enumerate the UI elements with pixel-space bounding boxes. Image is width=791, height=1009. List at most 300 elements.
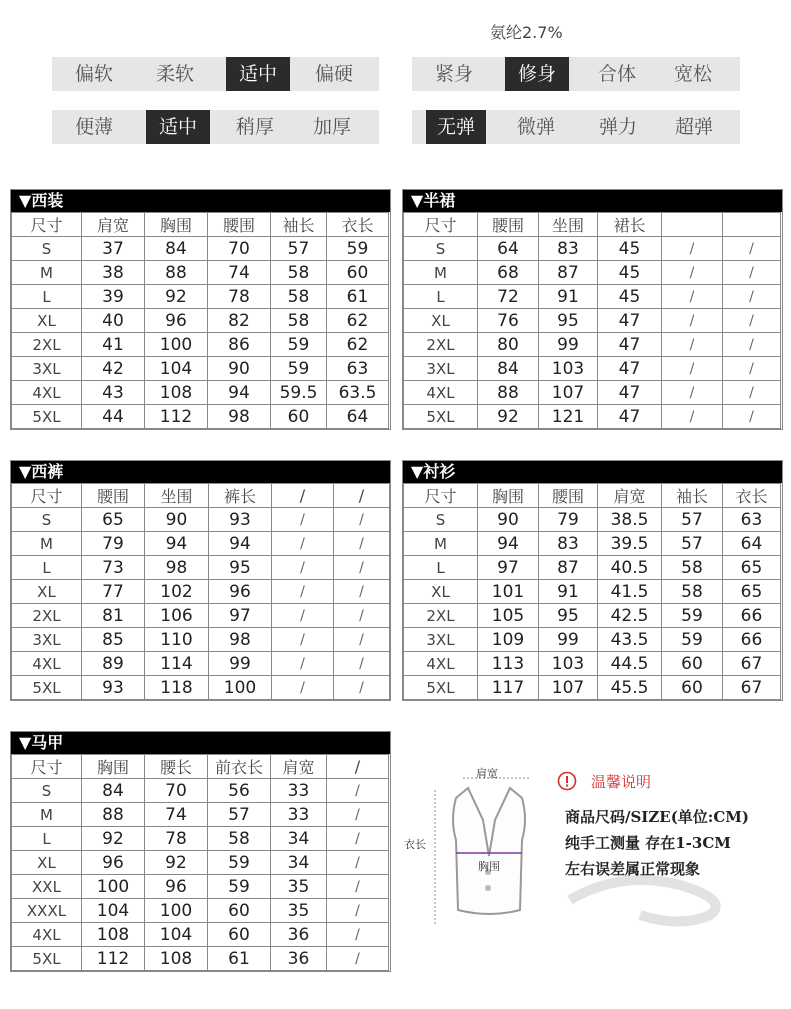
- size-cell: 5XL: [12, 947, 82, 971]
- table-header-row: [12, 213, 389, 237]
- table-cell: 74: [208, 261, 271, 285]
- table-row: [12, 779, 389, 803]
- column-header: 袖长: [271, 213, 327, 237]
- table-cell: 94: [478, 532, 539, 556]
- table-cell: /: [723, 357, 781, 381]
- table-cell: 79: [82, 532, 145, 556]
- table-cell: 45: [598, 285, 662, 309]
- table-cell: 43.5: [598, 628, 662, 652]
- table-cell: /: [662, 237, 723, 261]
- column-header: 裙长: [598, 213, 662, 237]
- table-cell: 79: [539, 508, 598, 532]
- table-cell: /: [334, 676, 390, 700]
- table-cell: 67: [723, 652, 781, 676]
- table-header-row: [404, 484, 781, 508]
- table-cell: 60: [271, 405, 327, 429]
- table-cell: 94: [208, 381, 271, 405]
- table-cell: 90: [478, 508, 539, 532]
- table-row: [404, 580, 781, 604]
- size-cell: 2XL: [404, 333, 478, 357]
- vest-length-label: 衣长: [404, 838, 426, 851]
- table-row: [12, 628, 390, 652]
- size-cell: M: [404, 261, 478, 285]
- table-cell: 40.5: [598, 556, 662, 580]
- size-cell: 3XL: [404, 628, 478, 652]
- table-cell: 60: [208, 923, 271, 947]
- table-cell: /: [662, 357, 723, 381]
- table-cell: 58: [271, 261, 327, 285]
- size-cell: M: [12, 261, 82, 285]
- table-cell: 87: [539, 261, 598, 285]
- size-cell: L: [12, 827, 82, 851]
- notice-line: 左右误差属正常现象: [565, 860, 701, 878]
- table-cell: 104: [82, 899, 145, 923]
- table-cell: /: [272, 532, 334, 556]
- size-cell: XXL: [12, 875, 82, 899]
- table-cell: 93: [82, 676, 145, 700]
- table-cell: /: [334, 604, 390, 628]
- size-cell: 4XL: [12, 652, 82, 676]
- table-cell: 96: [145, 309, 208, 333]
- table-cell: 108: [82, 923, 145, 947]
- table-row: [12, 508, 390, 532]
- table-cell: /: [334, 556, 390, 580]
- table-cell: 95: [539, 604, 598, 628]
- size-cell: XL: [404, 580, 478, 604]
- table-cell: 44.5: [598, 652, 662, 676]
- table-row: [12, 899, 389, 923]
- table-cell: 105: [478, 604, 539, 628]
- column-header: 肩宽: [598, 484, 662, 508]
- thickness-option-selected: 适中: [146, 110, 210, 144]
- column-header: 肩宽: [82, 213, 145, 237]
- trousers-table-grid: [11, 483, 390, 700]
- table-cell: /: [723, 261, 781, 285]
- table-cell: /: [272, 556, 334, 580]
- table-row: [12, 261, 389, 285]
- table-cell: 87: [539, 556, 598, 580]
- column-header: /: [334, 484, 390, 508]
- table-cell: 93: [209, 508, 272, 532]
- table-cell: 34: [271, 851, 327, 875]
- table-cell: 100: [145, 333, 208, 357]
- table-row: [12, 285, 389, 309]
- size-cell: S: [12, 779, 82, 803]
- table-cell: 37: [82, 237, 145, 261]
- vest-size-table: [10, 731, 391, 972]
- table-cell: /: [327, 779, 389, 803]
- column-header: /: [327, 755, 389, 779]
- table-cell: 59: [208, 851, 271, 875]
- table-cell: 47: [598, 333, 662, 357]
- skirt-table-title: ▼半裙: [403, 190, 782, 212]
- column-header: 腰围: [82, 484, 145, 508]
- elasticity-row: [412, 110, 740, 144]
- table-cell: 91: [539, 285, 598, 309]
- size-cell: 4XL: [404, 381, 478, 405]
- table-row: [404, 676, 781, 700]
- table-cell: 39: [82, 285, 145, 309]
- table-cell: /: [327, 827, 389, 851]
- table-row: [12, 851, 389, 875]
- table-cell: 99: [539, 333, 598, 357]
- table-cell: 83: [539, 237, 598, 261]
- softness-option: 偏硬: [314, 63, 353, 85]
- table-cell: 112: [145, 405, 208, 429]
- elasticity-option: 弹力: [598, 116, 637, 138]
- vest-table-title: ▼马甲: [11, 732, 390, 754]
- table-cell: 47: [598, 357, 662, 381]
- shirt-table-grid: [403, 483, 781, 700]
- table-cell: /: [334, 532, 390, 556]
- table-cell: 60: [662, 652, 723, 676]
- table-cell: 38: [82, 261, 145, 285]
- table-cell: 98: [145, 556, 209, 580]
- table-cell: 114: [145, 652, 209, 676]
- column-header: 腰围: [539, 484, 598, 508]
- vest-chest-label: 胸围: [478, 860, 500, 873]
- table-cell: 57: [271, 237, 327, 261]
- table-cell: 58: [271, 285, 327, 309]
- table-cell: /: [327, 875, 389, 899]
- column-header: 腰围: [478, 213, 539, 237]
- table-cell: /: [327, 923, 389, 947]
- column-header: 衣长: [723, 484, 781, 508]
- column-header: 胸围: [478, 484, 539, 508]
- table-cell: /: [723, 381, 781, 405]
- softness-option-selected: 适中: [226, 57, 290, 91]
- trousers-table-title: ▼西裤: [11, 461, 390, 483]
- table-row: [12, 357, 389, 381]
- table-cell: 78: [208, 285, 271, 309]
- column-header: 尺寸: [404, 484, 478, 508]
- table-cell: 106: [145, 604, 209, 628]
- size-cell: L: [12, 556, 82, 580]
- fit-row: [412, 57, 740, 91]
- table-cell: 103: [539, 652, 598, 676]
- table-cell: 73: [82, 556, 145, 580]
- table-cell: 64: [327, 405, 389, 429]
- size-cell: M: [12, 532, 82, 556]
- size-cell: 2XL: [12, 604, 82, 628]
- table-cell: 59: [662, 628, 723, 652]
- table-cell: /: [334, 628, 390, 652]
- table-cell: /: [334, 508, 390, 532]
- table-cell: 121: [539, 405, 598, 429]
- table-cell: 61: [327, 285, 389, 309]
- table-cell: 102: [145, 580, 209, 604]
- size-cell: XL: [12, 580, 82, 604]
- column-header: 前衣长: [208, 755, 271, 779]
- table-cell: 58: [662, 580, 723, 604]
- notice-title: 温馨说明: [591, 773, 652, 791]
- table-row: [404, 309, 781, 333]
- size-cell: 5XL: [12, 405, 82, 429]
- table-cell: 108: [145, 381, 208, 405]
- size-cell: XL: [404, 309, 478, 333]
- table-cell: 59: [662, 604, 723, 628]
- table-cell: 98: [208, 405, 271, 429]
- size-cell: S: [404, 508, 478, 532]
- table-cell: 59.5: [271, 381, 327, 405]
- table-cell: /: [723, 237, 781, 261]
- column-header: 尺寸: [404, 213, 478, 237]
- table-cell: 84: [145, 237, 208, 261]
- thickness-option: 稍厚: [235, 116, 274, 138]
- table-cell: 36: [271, 923, 327, 947]
- skirt-size-table: [402, 189, 783, 430]
- table-cell: 59: [208, 875, 271, 899]
- table-cell: 97: [209, 604, 272, 628]
- table-row: [12, 947, 389, 971]
- table-header-row: [404, 213, 781, 237]
- table-cell: 91: [539, 580, 598, 604]
- table-cell: /: [723, 285, 781, 309]
- table-cell: /: [723, 405, 781, 429]
- elasticity-option: 微弹: [516, 116, 555, 138]
- skirt-table-grid: [403, 212, 781, 429]
- column-header: 尺寸: [12, 213, 82, 237]
- shirt-size-table: [402, 460, 783, 701]
- size-cell: 2XL: [12, 333, 82, 357]
- thickness-option: 加厚: [312, 116, 351, 138]
- table-row: [12, 923, 389, 947]
- table-cell: 42.5: [598, 604, 662, 628]
- table-header-row: [12, 755, 389, 779]
- column-header: 坐围: [539, 213, 598, 237]
- table-row: [404, 652, 781, 676]
- table-row: [12, 532, 390, 556]
- table-cell: 65: [723, 556, 781, 580]
- table-cell: 101: [478, 580, 539, 604]
- fit-option: 紧身: [434, 63, 473, 85]
- size-cell: L: [404, 556, 478, 580]
- table-cell: 85: [82, 628, 145, 652]
- softness-option: 柔软: [155, 63, 194, 85]
- table-cell: 74: [145, 803, 208, 827]
- table-cell: 59: [271, 357, 327, 381]
- table-row: [12, 652, 390, 676]
- table-cell: 38.5: [598, 508, 662, 532]
- table-cell: 100: [209, 676, 272, 700]
- table-cell: 96: [145, 875, 208, 899]
- size-cell: 5XL: [404, 676, 478, 700]
- table-cell: 92: [478, 405, 539, 429]
- table-cell: 62: [327, 333, 389, 357]
- size-cell: M: [404, 532, 478, 556]
- suit-table-grid: [11, 212, 389, 429]
- table-row: [12, 309, 389, 333]
- table-cell: 63.5: [327, 381, 389, 405]
- table-cell: 70: [145, 779, 208, 803]
- table-cell: /: [272, 580, 334, 604]
- table-row: [404, 532, 781, 556]
- table-cell: 104: [145, 357, 208, 381]
- spandex-content: 氨纶2.7%: [490, 23, 563, 42]
- column-header: /: [272, 484, 334, 508]
- size-cell: 4XL: [12, 923, 82, 947]
- table-cell: 60: [327, 261, 389, 285]
- table-cell: /: [327, 851, 389, 875]
- table-cell: /: [662, 333, 723, 357]
- table-header-row: [12, 484, 390, 508]
- table-cell: 34: [271, 827, 327, 851]
- table-cell: 107: [539, 676, 598, 700]
- table-cell: 112: [82, 947, 145, 971]
- table-cell: 113: [478, 652, 539, 676]
- table-cell: 81: [82, 604, 145, 628]
- size-cell: 5XL: [404, 405, 478, 429]
- table-cell: 47: [598, 381, 662, 405]
- table-row: [404, 508, 781, 532]
- table-row: [12, 556, 390, 580]
- table-row: [404, 285, 781, 309]
- table-cell: 33: [271, 803, 327, 827]
- table-cell: 97: [478, 556, 539, 580]
- table-cell: 41.5: [598, 580, 662, 604]
- table-cell: 41: [82, 333, 145, 357]
- size-cell: S: [404, 237, 478, 261]
- table-row: [12, 237, 389, 261]
- table-cell: 35: [271, 899, 327, 923]
- table-cell: 70: [208, 237, 271, 261]
- table-cell: 108: [145, 947, 208, 971]
- table-cell: 100: [145, 899, 208, 923]
- table-cell: 94: [209, 532, 272, 556]
- size-cell: 4XL: [404, 652, 478, 676]
- table-cell: 104: [145, 923, 208, 947]
- table-cell: /: [272, 604, 334, 628]
- column-header: 衣长: [327, 213, 389, 237]
- table-cell: 60: [662, 676, 723, 700]
- table-cell: 67: [723, 676, 781, 700]
- suit-size-table: [10, 189, 391, 430]
- table-cell: 35: [271, 875, 327, 899]
- thickness-option: 便薄: [74, 116, 113, 138]
- table-cell: 94: [145, 532, 209, 556]
- table-cell: 103: [539, 357, 598, 381]
- table-row: [12, 827, 389, 851]
- table-row: [12, 875, 389, 899]
- size-cell: 5XL: [12, 676, 82, 700]
- table-cell: 61: [208, 947, 271, 971]
- table-cell: 45: [598, 261, 662, 285]
- table-cell: 47: [598, 405, 662, 429]
- table-cell: 59: [271, 333, 327, 357]
- table-row: [12, 676, 390, 700]
- table-cell: 84: [478, 357, 539, 381]
- table-cell: 40: [82, 309, 145, 333]
- table-cell: 90: [145, 508, 209, 532]
- table-row: [404, 381, 781, 405]
- column-header: 腰长: [145, 755, 208, 779]
- table-cell: 96: [82, 851, 145, 875]
- table-cell: 88: [145, 261, 208, 285]
- table-cell: 92: [145, 285, 208, 309]
- table-cell: 57: [662, 508, 723, 532]
- size-cell: S: [12, 237, 82, 261]
- trousers-size-table: [10, 460, 391, 701]
- fit-option-selected: 修身: [505, 57, 569, 91]
- column-header: [723, 213, 781, 237]
- table-cell: 47: [598, 309, 662, 333]
- table-cell: 57: [662, 532, 723, 556]
- table-cell: 58: [271, 309, 327, 333]
- size-cell: S: [12, 508, 82, 532]
- table-cell: 63: [327, 357, 389, 381]
- table-cell: 100: [82, 875, 145, 899]
- table-cell: /: [662, 381, 723, 405]
- column-header: 腰围: [208, 213, 271, 237]
- table-row: [12, 604, 390, 628]
- size-cell: XL: [12, 851, 82, 875]
- table-cell: 90: [208, 357, 271, 381]
- table-cell: 66: [723, 628, 781, 652]
- table-cell: 86: [208, 333, 271, 357]
- notice-line: 商品尺码/SIZE(单位:CM): [565, 808, 749, 826]
- table-cell: /: [334, 652, 390, 676]
- column-header: 尺寸: [12, 484, 82, 508]
- table-cell: 84: [82, 779, 145, 803]
- elasticity-option: 超弹: [674, 116, 713, 138]
- thickness-row: [52, 110, 379, 144]
- table-cell: 89: [82, 652, 145, 676]
- table-cell: 99: [209, 652, 272, 676]
- table-cell: 83: [539, 532, 598, 556]
- table-cell: 58: [662, 556, 723, 580]
- column-header: 袖长: [662, 484, 723, 508]
- column-header: 坐围: [145, 484, 209, 508]
- size-cell: 3XL: [12, 628, 82, 652]
- size-cell: 3XL: [404, 357, 478, 381]
- table-row: [404, 604, 781, 628]
- table-cell: 33: [271, 779, 327, 803]
- table-cell: /: [272, 628, 334, 652]
- fit-option: 合体: [597, 63, 636, 85]
- notice-line: 纯手工测量 存在1-3CM: [565, 834, 731, 852]
- table-cell: 45: [598, 237, 662, 261]
- table-cell: /: [662, 285, 723, 309]
- table-cell: 68: [478, 261, 539, 285]
- table-cell: /: [327, 803, 389, 827]
- size-cell: XXXL: [12, 899, 82, 923]
- size-cell: L: [12, 285, 82, 309]
- table-cell: 118: [145, 676, 209, 700]
- table-row: [12, 803, 389, 827]
- table-row: [404, 357, 781, 381]
- table-cell: 99: [539, 628, 598, 652]
- size-cell: M: [12, 803, 82, 827]
- table-cell: 57: [208, 803, 271, 827]
- table-cell: 76: [478, 309, 539, 333]
- table-cell: /: [272, 652, 334, 676]
- table-cell: 72: [478, 285, 539, 309]
- size-cell: L: [404, 285, 478, 309]
- column-header: 尺寸: [12, 755, 82, 779]
- table-cell: 82: [208, 309, 271, 333]
- table-row: [404, 405, 781, 429]
- table-cell: 95: [539, 309, 598, 333]
- table-cell: 117: [478, 676, 539, 700]
- column-header: 胸围: [82, 755, 145, 779]
- table-row: [12, 405, 389, 429]
- column-header: 肩宽: [271, 755, 327, 779]
- table-row: [404, 333, 781, 357]
- table-row: [404, 261, 781, 285]
- column-header: 裤长: [209, 484, 272, 508]
- exclamation-circle-icon: [557, 771, 577, 791]
- table-cell: 39.5: [598, 532, 662, 556]
